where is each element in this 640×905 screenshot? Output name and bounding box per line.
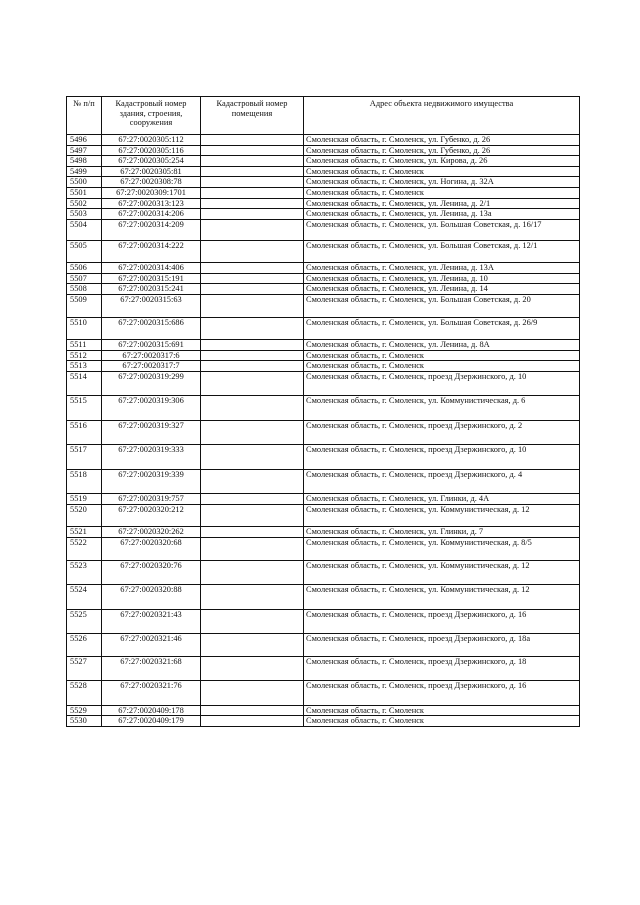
address-cell: Смоленская область, г. Смоленск, ул. Большая Советская, д. 12/1	[304, 240, 580, 263]
address-cell: Смоленская область, г. Смоленск, ул. Губенко, д. 26	[304, 145, 580, 156]
row-number: 5525	[67, 609, 102, 634]
building-cadastral-number: 67:27:0020320:88	[102, 585, 201, 610]
table-row	[67, 609, 580, 634]
room-cadastral-number	[201, 240, 304, 263]
row-number: 5530	[67, 716, 102, 727]
row-number: 5523	[67, 560, 102, 585]
address-cell: Смоленская область, г. Смоленск, ул. Большая Советская, д. 26/9	[304, 317, 580, 340]
row-number: 5515	[67, 396, 102, 421]
table-row	[67, 317, 580, 340]
building-cadastral-number: 67:27:0020315:686	[102, 317, 201, 340]
table-body	[67, 135, 580, 727]
building-cadastral-number: 67:27:0020320:76	[102, 560, 201, 585]
building-cadastral-number: 67:27:0020321:43	[102, 609, 201, 634]
room-cadastral-number	[201, 504, 304, 527]
row-number: 5521	[67, 527, 102, 538]
row-number: 5520	[67, 504, 102, 527]
row-number: 5513	[67, 361, 102, 372]
table-row	[67, 420, 580, 445]
building-cadastral-number: 67:27:0020315:191	[102, 273, 201, 284]
address-cell: Смоленская область, г. Смоленск, ул. Губенко, д. 26	[304, 135, 580, 146]
room-cadastral-number	[201, 317, 304, 340]
address-cell: Смоленская область, г. Смоленск, проезд Дзержинского, д. 2	[304, 420, 580, 445]
address-cell: Смоленская область, г. Смоленск, ул. Ленина, д. 2/1	[304, 198, 580, 209]
table-row	[67, 198, 580, 209]
header-room-cadastral: Кадастровый номер помещения	[201, 97, 304, 135]
table-row	[67, 156, 580, 167]
row-number: 5501	[67, 187, 102, 198]
row-number: 5498	[67, 156, 102, 167]
table-row	[67, 527, 580, 538]
building-cadastral-number: 67:27:0020319:299	[102, 371, 201, 396]
row-number: 5519	[67, 494, 102, 505]
building-cadastral-number: 67:27:0020309:1701	[102, 187, 201, 198]
table-row	[67, 560, 580, 585]
table-row	[67, 371, 580, 396]
building-cadastral-number: 67:27:0020314:209	[102, 219, 201, 240]
row-number: 5499	[67, 166, 102, 177]
room-cadastral-number	[201, 263, 304, 274]
room-cadastral-number	[201, 634, 304, 657]
address-cell: Смоленская область, г. Смоленск, проезд Дзержинского, д. 16	[304, 609, 580, 634]
address-cell: Смоленская область, г. Смоленск, проезд Дзержинского, д. 18	[304, 656, 580, 681]
row-number: 5505	[67, 240, 102, 263]
row-number: 5529	[67, 705, 102, 716]
table-row	[67, 494, 580, 505]
building-cadastral-number: 67:27:0020314:206	[102, 209, 201, 220]
room-cadastral-number	[201, 198, 304, 209]
building-cadastral-number: 67:27:0020409:179	[102, 716, 201, 727]
address-cell: Смоленская область, г. Смоленск	[304, 705, 580, 716]
room-cadastral-number	[201, 705, 304, 716]
room-cadastral-number	[201, 396, 304, 421]
address-cell: Смоленская область, г. Смоленск, ул. Ленина, д. 10	[304, 273, 580, 284]
room-cadastral-number	[201, 361, 304, 372]
building-cadastral-number: 67:27:0020320:262	[102, 527, 201, 538]
address-cell: Смоленская область, г. Смоленск, ул. Ленина, д. 13А	[304, 263, 580, 274]
table-header	[67, 97, 580, 135]
address-cell: Смоленская область, г. Смоленск, ул. Большая Советская, д. 16/17	[304, 219, 580, 240]
building-cadastral-number: 67:27:0020317:6	[102, 350, 201, 361]
address-cell: Смоленская область, г. Смоленск, ул. Большая Советская, д. 20	[304, 295, 580, 318]
building-cadastral-number: 67:27:0020321:76	[102, 681, 201, 706]
table-row	[67, 209, 580, 220]
table-row	[67, 681, 580, 706]
room-cadastral-number	[201, 585, 304, 610]
table-row	[67, 295, 580, 318]
table-row	[67, 716, 580, 727]
address-cell: Смоленская область, г. Смоленск, ул. Коммунистическая, д. 8/5	[304, 538, 580, 561]
building-cadastral-number: 67:27:0020315:241	[102, 284, 201, 295]
address-cell: Смоленская область, г. Смоленск, ул. Кирова, д. 26	[304, 156, 580, 167]
room-cadastral-number	[201, 609, 304, 634]
table-row	[67, 350, 580, 361]
building-cadastral-number: 67:27:0020319:333	[102, 445, 201, 470]
row-number: 5518	[67, 469, 102, 494]
table-row	[67, 273, 580, 284]
row-number: 5502	[67, 198, 102, 209]
building-cadastral-number: 67:27:0020321:46	[102, 634, 201, 657]
table-row	[67, 145, 580, 156]
room-cadastral-number	[201, 469, 304, 494]
building-cadastral-number: 67:27:0020305:116	[102, 145, 201, 156]
room-cadastral-number	[201, 145, 304, 156]
row-number: 5507	[67, 273, 102, 284]
building-cadastral-number: 67:27:0020308:78	[102, 177, 201, 188]
table-row	[67, 396, 580, 421]
table-row	[67, 504, 580, 527]
row-number: 5526	[67, 634, 102, 657]
room-cadastral-number	[201, 538, 304, 561]
room-cadastral-number	[201, 284, 304, 295]
row-number: 5522	[67, 538, 102, 561]
table-row	[67, 219, 580, 240]
row-number: 5528	[67, 681, 102, 706]
table-row	[67, 656, 580, 681]
table-row	[67, 166, 580, 177]
header-number: № п/п	[67, 97, 102, 135]
row-number: 5524	[67, 585, 102, 610]
building-cadastral-number: 67:27:0020319:306	[102, 396, 201, 421]
row-number: 5517	[67, 445, 102, 470]
building-cadastral-number: 67:27:0020317:7	[102, 361, 201, 372]
address-cell: Смоленская область, г. Смоленск, проезд Дзержинского, д. 10	[304, 371, 580, 396]
row-number: 5527	[67, 656, 102, 681]
address-cell: Смоленская область, г. Смоленск, проезд Дзержинского, д. 18а	[304, 634, 580, 657]
table-row	[67, 187, 580, 198]
room-cadastral-number	[201, 371, 304, 396]
header-building-cadastral: Кадастровый номер здания, строения, сооружения	[102, 97, 201, 135]
table-row	[67, 135, 580, 146]
row-number: 5504	[67, 219, 102, 240]
table-row	[67, 177, 580, 188]
building-cadastral-number: 67:27:0020321:68	[102, 656, 201, 681]
room-cadastral-number	[201, 187, 304, 198]
building-cadastral-number: 67:27:0020320:212	[102, 504, 201, 527]
building-cadastral-number: 67:27:0020305:254	[102, 156, 201, 167]
address-cell: Смоленская область, г. Смоленск	[304, 716, 580, 727]
address-cell: Смоленская область, г. Смоленск, ул. Коммунистическая, д. 12	[304, 585, 580, 610]
building-cadastral-number: 67:27:0020320:68	[102, 538, 201, 561]
address-cell: Смоленская область, г. Смоленск, ул. Ленина, д. 14	[304, 284, 580, 295]
address-cell: Смоленская область, г. Смоленск, ул. Коммунистическая, д. 6	[304, 396, 580, 421]
room-cadastral-number	[201, 527, 304, 538]
document-page	[66, 96, 579, 727]
room-cadastral-number	[201, 273, 304, 284]
building-cadastral-number: 67:27:0020314:222	[102, 240, 201, 263]
header-address: Адрес объекта недвижимого имущества	[304, 97, 580, 135]
room-cadastral-number	[201, 295, 304, 318]
address-cell: Смоленская область, г. Смоленск, ул. Глинки, д. 7	[304, 527, 580, 538]
building-cadastral-number: 67:27:0020313:123	[102, 198, 201, 209]
row-number: 5514	[67, 371, 102, 396]
row-number: 5509	[67, 295, 102, 318]
address-cell: Смоленская область, г. Смоленск, проезд Дзержинского, д. 4	[304, 469, 580, 494]
table-row	[67, 445, 580, 470]
building-cadastral-number: 67:27:0020314:406	[102, 263, 201, 274]
address-cell: Смоленская область, г. Смоленск	[304, 350, 580, 361]
property-table	[66, 96, 580, 727]
building-cadastral-number: 67:27:0020315:691	[102, 340, 201, 351]
address-cell: Смоленская область, г. Смоленск, ул. Коммунистическая, д. 12	[304, 504, 580, 527]
room-cadastral-number	[201, 560, 304, 585]
table-row	[67, 361, 580, 372]
row-number: 5500	[67, 177, 102, 188]
address-cell: Смоленская область, г. Смоленск, ул. Ногина, д. 32А	[304, 177, 580, 188]
table-row	[67, 705, 580, 716]
address-cell: Смоленская область, г. Смоленск, ул. Коммунистическая, д. 12	[304, 560, 580, 585]
table-row	[67, 469, 580, 494]
address-cell: Смоленская область, г. Смоленск, ул. Ленина, д. 13а	[304, 209, 580, 220]
building-cadastral-number: 67:27:0020319:339	[102, 469, 201, 494]
room-cadastral-number	[201, 716, 304, 727]
address-cell: Смоленская область, г. Смоленск, проезд Дзержинского, д. 16	[304, 681, 580, 706]
table-row	[67, 240, 580, 263]
row-number: 5508	[67, 284, 102, 295]
room-cadastral-number	[201, 219, 304, 240]
building-cadastral-number: 67:27:0020319:757	[102, 494, 201, 505]
table-row	[67, 284, 580, 295]
room-cadastral-number	[201, 445, 304, 470]
room-cadastral-number	[201, 209, 304, 220]
room-cadastral-number	[201, 156, 304, 167]
room-cadastral-number	[201, 135, 304, 146]
building-cadastral-number: 67:27:0020319:327	[102, 420, 201, 445]
address-cell: Смоленская область, г. Смоленск	[304, 187, 580, 198]
building-cadastral-number: 67:27:0020305:81	[102, 166, 201, 177]
row-number: 5506	[67, 263, 102, 274]
room-cadastral-number	[201, 340, 304, 351]
address-cell: Смоленская область, г. Смоленск, проезд Дзержинского, д. 10	[304, 445, 580, 470]
room-cadastral-number	[201, 166, 304, 177]
building-cadastral-number: 67:27:0020305:112	[102, 135, 201, 146]
row-number: 5516	[67, 420, 102, 445]
room-cadastral-number	[201, 177, 304, 188]
table-row	[67, 585, 580, 610]
room-cadastral-number	[201, 350, 304, 361]
table-row	[67, 340, 580, 351]
building-cadastral-number: 67:27:0020315:63	[102, 295, 201, 318]
room-cadastral-number	[201, 656, 304, 681]
building-cadastral-number: 67:27:0020409:178	[102, 705, 201, 716]
row-number: 5503	[67, 209, 102, 220]
room-cadastral-number	[201, 494, 304, 505]
room-cadastral-number	[201, 681, 304, 706]
address-cell: Смоленская область, г. Смоленск	[304, 166, 580, 177]
row-number: 5511	[67, 340, 102, 351]
row-number: 5510	[67, 317, 102, 340]
address-cell: Смоленская область, г. Смоленск	[304, 361, 580, 372]
row-number: 5512	[67, 350, 102, 361]
row-number: 5496	[67, 135, 102, 146]
address-cell: Смоленская область, г. Смоленск, ул. Ленина, д. 8А	[304, 340, 580, 351]
room-cadastral-number	[201, 420, 304, 445]
row-number: 5497	[67, 145, 102, 156]
table-row	[67, 263, 580, 274]
header-row	[67, 97, 580, 135]
table-row	[67, 538, 580, 561]
table-row	[67, 634, 580, 657]
address-cell: Смоленская область, г. Смоленск, ул. Глинки, д. 4А	[304, 494, 580, 505]
